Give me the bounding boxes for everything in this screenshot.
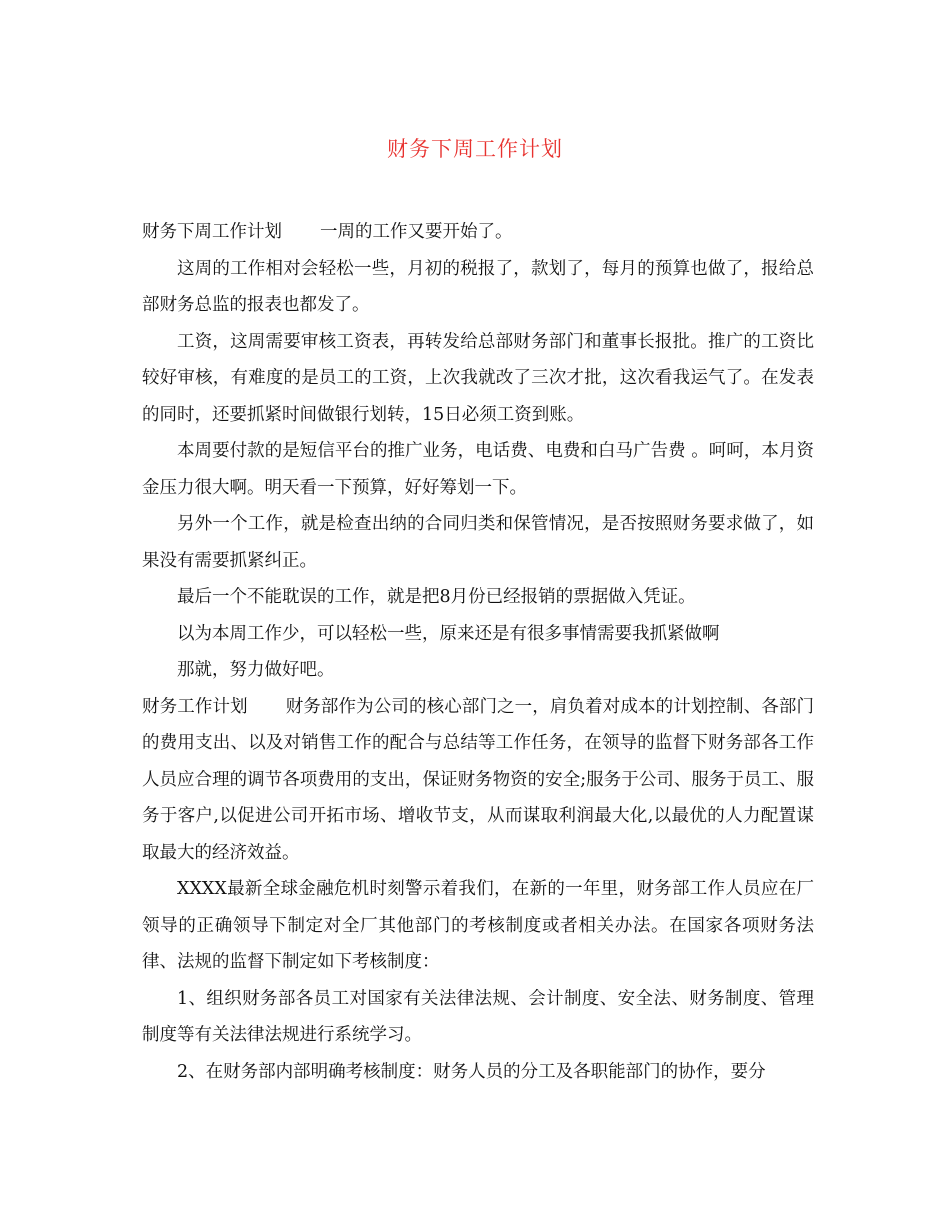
section-heading: 财务工作计划: [142, 696, 248, 717]
paragraph: 以为本周工作少，可以轻松一些，原来还是有很多事情需要我抓紧做啊: [177, 623, 720, 644]
paragraph: [142, 689, 814, 872]
paragraph: [142, 214, 814, 251]
section-heading: 财务下周工作计划: [142, 222, 282, 242]
paragraph: 最后一个不能耽误的工作，就是把8月份已经报销的票据做入凭证。: [177, 587, 696, 607]
paragraph-text: 一周的工作又要开始了。: [320, 222, 513, 242]
paragraph-text: 财务部作为公司的核心部门之一，肩负着对成本的计划控制、各部门的费用支出、以及对销售工作的配合与总结等工作任务，在领导的监督下财务部各工作人员应合理的调节各项费用的支出，保证财务物资的安全;服务于公司、服务于员工、服务于客户,以促进公司开拓市场、增收节支，从而谋取利润最大化,以最优的人力配置谋取最大的经济效益。: [142, 696, 814, 863]
document-body: [142, 214, 814, 1090]
paragraph: 1、组织财务部各员工对国家有关法律法规、会计制度、安全法、财务制度、管理制度等有关法律法规进行系统学习。: [142, 988, 814, 1045]
paragraph: XXXX最新全球金融危机时刻警示着我们，在新的一年里，财务部工作人员应在厂领导的正确领导下制定对全厂其他部门的考核制度或者相关办法。在国家各项财务法律、法规的监督下制定如下考核制度：: [142, 879, 814, 972]
paragraph: 本周要付款的是短信平台的推广业务，电话费、电费和白马广告费 。呵呵，本月资金压力很大啊。明天看一下预算，好好筹划一下。: [142, 441, 814, 498]
paragraph: 工资，这周需要审核工资表，再转发给总部财务部门和董事长报批。推广的工资比较好审核，有难度的是员工的工资，上次我就改了三次才批，这次看我运气了。在发表的同时，还要抓紧时间做银行划转，15日必须工资到账。: [142, 331, 814, 425]
paragraph: 另外一个工作，就是检查出纳的合同归类和保管情况，是否按照财务要求做了，如果没有需要抓紧纠正。: [142, 514, 814, 571]
paragraph: 2、在财务部内部明确考核制度：财务人员的分工及各职能部门的协作，要分: [177, 1061, 766, 1082]
document-title: 财务下周工作计划: [387, 137, 563, 161]
paragraph: 这周的工作相对会轻松一些，月初的税报了，款划了，每月的预算也做了，报给总部财务总监的报表也都发了。: [142, 258, 814, 315]
paragraph: 那就，努力做好吧。: [177, 660, 335, 680]
